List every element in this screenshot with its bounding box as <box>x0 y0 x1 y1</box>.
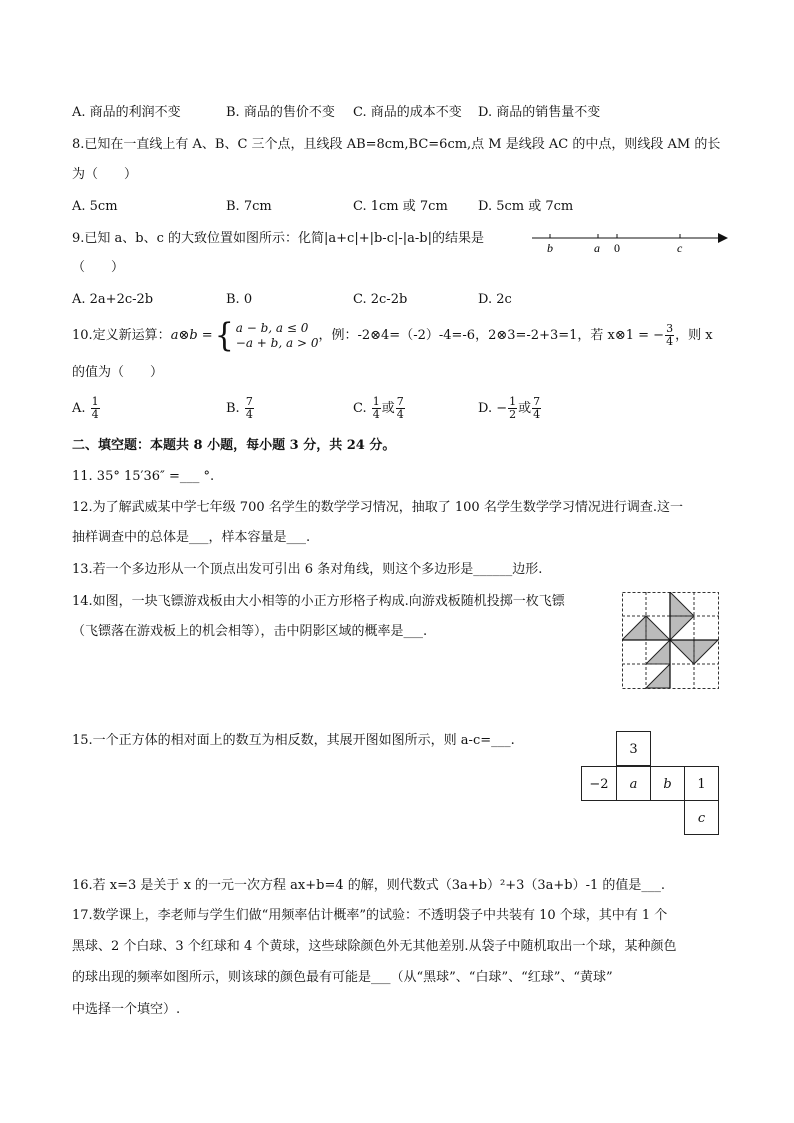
q8-option-b: B. 7cm <box>226 199 272 214</box>
q9-label-a: a <box>594 241 600 255</box>
q9-label-b: b <box>547 241 553 255</box>
q10-a-den: 4 <box>91 408 99 421</box>
q10-d-label: D. − <box>478 401 508 416</box>
net-cell-c: c <box>684 800 719 835</box>
q14-dartboard-figure <box>622 592 722 690</box>
q9-option-a: A. 2a+2c-2b <box>72 292 154 307</box>
q10-case1: a − b, a ≤ 0 <box>235 320 309 335</box>
q11-stem: 11. 35° 15′36″ =___ °. <box>72 469 215 484</box>
q15-cube-net <box>581 731 721 836</box>
q10-brace: { <box>214 315 234 355</box>
q10-cases <box>236 321 319 351</box>
q10-a-num: 1 <box>91 395 99 408</box>
q10-b-label: B. <box>226 401 240 416</box>
q10-b-num: 7 <box>245 395 253 408</box>
q10-option-b <box>226 394 255 424</box>
q17-stem-line1: 17.数学课上，李老师与学生们做“用频率估计概率”的试验：不透明袋子中共装有 10 个球，其中有 1 个 <box>72 908 668 923</box>
q9-number-line <box>530 226 730 256</box>
q10-option-a <box>72 394 101 424</box>
q8-option-d: D. 5cm 或 7cm <box>478 199 574 214</box>
q7-option-b: B. 商品的售价不变 <box>226 105 335 120</box>
net-cell-top: 3 <box>616 731 651 766</box>
q10-stem-line2: 的值为（ ） <box>72 365 164 380</box>
q10-d-or: 或 <box>518 401 532 416</box>
q10-prefix: 10.定义新运算： <box>72 328 171 343</box>
q10-stem-line1 <box>72 315 713 355</box>
q13-stem: 13.若一个多边形从一个顶点出发可引出 6 条对角线，则这个多边形是______边形. <box>72 562 543 577</box>
q10-op: a⊗b = <box>170 328 213 343</box>
q10-d-num1: 1 <box>509 395 517 408</box>
q10-case2: −a + b, a > 0 <box>235 335 319 350</box>
q17-stem-line4: 中选择一个填空）. <box>72 1002 181 1017</box>
q8-stem-line2: 为（ ） <box>72 167 138 182</box>
q10-c-den1: 4 <box>372 408 380 421</box>
q10-example: ，例：-2⊗4=（-2）-4=-6，2⊗3=-2+3=1，若 x⊗1 = − <box>318 328 665 343</box>
q12-stem-line2: 抽样调查中的总体是___，样本容量是___. <box>72 530 311 545</box>
net-cell-one: 1 <box>684 766 719 801</box>
q10-suffix: ，则 x <box>675 328 713 343</box>
q7-option-a: A. 商品的利润不变 <box>72 105 181 120</box>
q9-option-c: C. 2c-2b <box>353 292 408 307</box>
q10-c-or: 或 <box>381 401 395 416</box>
net-cell-a: a <box>616 766 651 801</box>
q7-option-d: D. 商品的销售量不变 <box>478 105 601 120</box>
q8-option-c: C. 1cm 或 7cm <box>353 199 448 214</box>
q10-option-d <box>478 394 542 424</box>
q10-c-den2: 4 <box>396 408 404 421</box>
q12-stem-line1: 12.为了解武威某中学七年级 700 名学生的数学学习情况，抽取了 100 名学生数学学习情况进行调查.这一 <box>72 500 683 515</box>
q9-stem-line2: （ ） <box>72 260 125 275</box>
q9-label-zero: 0 <box>614 241 620 255</box>
q9-option-d: D. 2c <box>478 292 512 307</box>
section-heading-fill-in: 二、填空题：本题共 8 小题，每小题 3 分，共 24 分。 <box>72 438 396 453</box>
q10-fraction <box>665 323 674 348</box>
q10-c-label: C. <box>353 401 367 416</box>
q10-b-den: 4 <box>245 408 253 421</box>
q10-d-den2: 4 <box>533 408 541 421</box>
q14-stem-line2: （飞镖落在游戏板上的机会相等），击中阴影区域的概率是___. <box>72 624 428 639</box>
q9-label-c: c <box>677 241 683 255</box>
q15-stem: 15.一个正方体的相对面上的数互为相反数，其展开图如图所示，则 a-c=___. <box>72 733 515 748</box>
q10-option-c <box>353 394 406 424</box>
q10-d-num2: 7 <box>533 395 541 408</box>
q10-d-den1: 2 <box>509 408 517 421</box>
q10-frac-den: 4 <box>666 335 674 348</box>
q10-c-num2: 7 <box>396 395 404 408</box>
q10-a-label: A. <box>72 401 86 416</box>
q10-frac-num: 3 <box>666 322 674 335</box>
q8-stem-line1: 8.已知在一直线上有 A、B、C 三个点，且线段 AB=8cm,BC=6cm,点 M 是线段 AC 的中点，则线段 AM 的长 <box>72 137 721 152</box>
q9-stem-line1: 9.已知 a、b、c 的大致位置如图所示：化简|a+c|+|b-c|-|a-b|的结果是 <box>72 231 484 246</box>
q16-stem: 16.若 x=3 是关于 x 的一元一次方程 ax+b=4 的解，则代数式（3a+b）²+3（3a+b）-1 的值是___. <box>72 878 666 893</box>
q17-stem-line3: 的球出现的频率如图所示，则该球的颜色最有可能是___（从“黑球”、“白球”、“红球”、“黄球” <box>72 970 613 985</box>
q7-option-c: C. 商品的成本不变 <box>353 105 462 120</box>
q10-c-num1: 1 <box>372 395 380 408</box>
q17-stem-line2: 黑球、2 个白球、3 个红球和 4 个黄球，这些球除颜色外无其他差别.从袋子中随机取出一个球，某种颜色 <box>72 939 677 954</box>
net-cell-left: −2 <box>581 766 617 801</box>
q9-option-b: B. 0 <box>226 292 253 307</box>
q8-option-a: A. 5cm <box>72 199 118 214</box>
q14-stem-line1: 14.如图，一块飞镖游戏板由大小相等的小正方形格子构成.向游戏板随机投掷一枚飞镖 <box>72 594 565 609</box>
net-cell-b: b <box>650 766 685 801</box>
